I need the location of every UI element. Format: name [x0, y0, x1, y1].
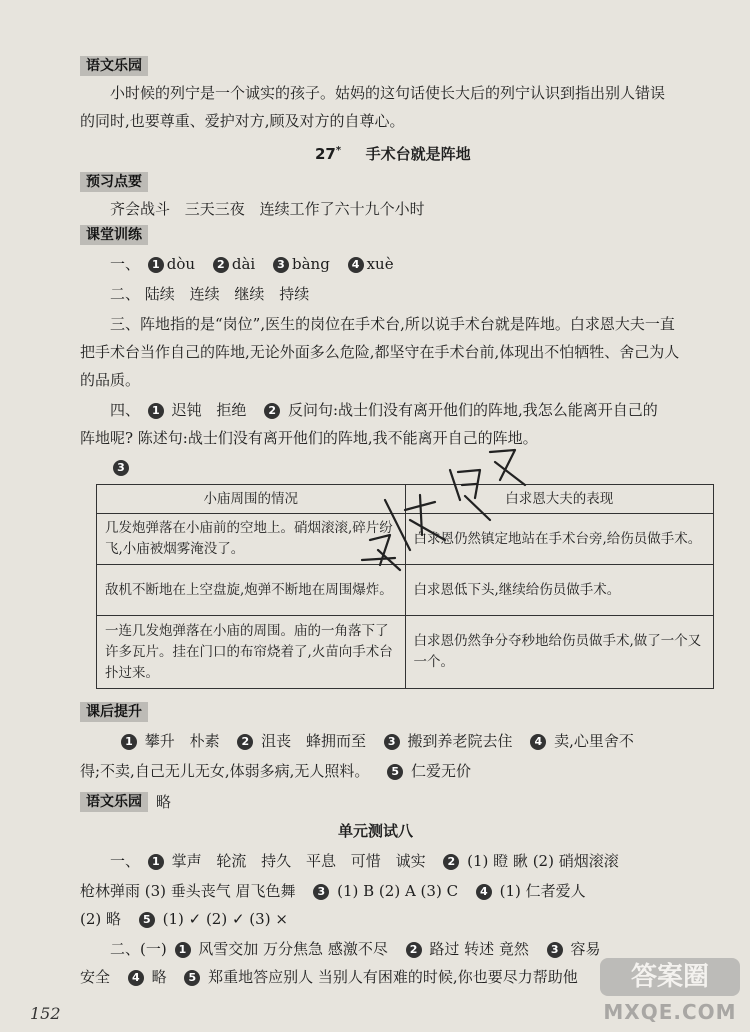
table-header: 白求恩大夫的表现 [405, 485, 714, 514]
q4-line: 四、 1 迟钝 拒绝 2 反问句:战士们没有离开他们的阵地,我怎么能离开自己的 [110, 401, 658, 419]
unit-line: 二、(一) 1 风雪交加 万分焦急 感激不尽 2 路过 转述 竟然 3 容易 [110, 940, 601, 958]
number-badge: 5 [139, 912, 155, 928]
number-badge: 3 [547, 942, 563, 958]
lesson-name: 手术台就是阵地 [365, 145, 471, 163]
preview-item: 三天三夜 [184, 200, 245, 218]
number-badge: 1 [148, 854, 164, 870]
section-header-class-training: 课堂训练 [80, 225, 148, 245]
number-badge: 3 [113, 460, 129, 476]
section-header-preview: 预习点要 [80, 172, 148, 192]
q2-line: 二、 陆续 连续 继续 持续 [110, 285, 310, 303]
unit-line: 枪林弹雨 (3) 垂头丧气 眉飞色舞 3 (1) B (2) A (3) C 4 (1) 仁者爱人 [80, 882, 586, 900]
text-line: 小时候的列宁是一个诚实的孩子。姑妈的这句话使长大后的列宁认识到指出别人错误 [110, 84, 666, 102]
number-badge: 2 [264, 403, 280, 419]
lesson-title [315, 140, 471, 165]
table-cell: 白求恩仍然镇定地站在手术台旁,给伤员做手术。 [405, 514, 714, 565]
number-badge: 5 [184, 970, 200, 986]
omitted-note: 略 [156, 793, 172, 811]
unit-test-title: 单元测试八 [338, 822, 414, 840]
number-badge: 2 [213, 257, 229, 273]
preview-item: 连续工作了六十九个小时 [259, 200, 425, 218]
preview-item: 齐会战斗 [110, 200, 171, 218]
table-row [97, 616, 714, 689]
number-badge: 1 [148, 403, 164, 419]
number-badge: 1 [121, 734, 137, 750]
table-cell: 敌机不断地在上空盘旋,炮弹不断地在周围爆炸。 [97, 565, 406, 616]
number-badge: 4 [128, 970, 144, 986]
lesson-mark: * [335, 145, 342, 156]
number-badge: 2 [443, 854, 459, 870]
number-badge: 1 [175, 942, 191, 958]
preview-line [110, 198, 425, 220]
watermark-top: 答案圈 [600, 958, 740, 996]
table-cell: 一连几发炮弹落在小庙的周围。庙的一角落下了许多瓦片。挂在门口的布帘烧着了,火苗向手术台扑过来。 [97, 616, 406, 689]
section-header-chinese-garden: 语文乐园 [80, 56, 148, 76]
number-badge: 2 [237, 734, 253, 750]
number-badge: 3 [384, 734, 400, 750]
table-cell: 白求恩仍然争分夺秒地给伤员做手术,做了一个又一个。 [405, 616, 714, 689]
number-badge: 3 [313, 884, 329, 900]
number-badge: 4 [348, 257, 364, 273]
q4-line [110, 456, 132, 478]
number-badge: 2 [406, 942, 422, 958]
unit-line: (2) 略 5 (1) ✓ (2) ✓ (3) × [80, 910, 288, 928]
table-cell: 几发炮弹落在小庙前的空地上。硝烟滚滚,碎片纷飞,小庙被烟雾淹没了。 [97, 514, 406, 565]
section-header-after-class: 课后提升 [80, 702, 148, 722]
q3-line: 的品质。 [80, 371, 141, 389]
number-badge: 3 [273, 257, 289, 273]
lesson-number: 27 [315, 145, 336, 163]
unit-line: 一、 1 掌声 轮流 持久 平息 可惜 诚实 2 (1) 瞪 瞅 (2) 硝烟滚滚 [110, 852, 619, 870]
table-header: 小庙周围的情况 [97, 485, 406, 514]
q4-line: 阵地呢? 陈述句:战士们没有离开他们的阵地,我不能离开自己的阵地。 [80, 429, 538, 447]
table-cell: 白求恩低下头,继续给伤员做手术。 [405, 565, 714, 616]
number-badge: 1 [148, 257, 164, 273]
unit-line: 安全 4 略 5 郑重地答应别人 当别人有困难的时候,你也要尽力帮助他 [80, 968, 578, 986]
page-number: 152 [30, 1004, 61, 1023]
number-badge: 4 [476, 884, 492, 900]
number-badge: 4 [530, 734, 546, 750]
section-header-chinese-garden-2: 语文乐园 [80, 792, 148, 812]
handwriting-scribble [350, 440, 550, 580]
watermark-logo [600, 958, 740, 1024]
number-badge: 5 [387, 764, 403, 780]
text-line: 的同时,也要尊重、爱护对方,顾及对方的自尊心。 [80, 112, 405, 130]
q3-line: 把手术台当作自己的阵地,无论外面多么危险,都坚守在手术台前,体现出不怕牺牲、舍己为人 [80, 343, 680, 361]
q1-line: 一、 1 dòu 2 dài 3 bàng 4 xuè [110, 255, 394, 273]
after-line: 得;不卖,自己无儿无女,体弱多病,无人照料。 5 仁爱无价 [80, 762, 471, 780]
after-line: 1 攀升 朴素 2 沮丧 蜂拥而至 3 搬到养老院去住 4 卖,心里舍不 [118, 730, 634, 752]
watermark-bottom: MXQE.COM [603, 1000, 737, 1024]
q3-line: 三、阵地指的是“岗位”,医生的岗位在手术台,所以说手术台就是阵地。白求恩大夫一直 [110, 315, 675, 333]
